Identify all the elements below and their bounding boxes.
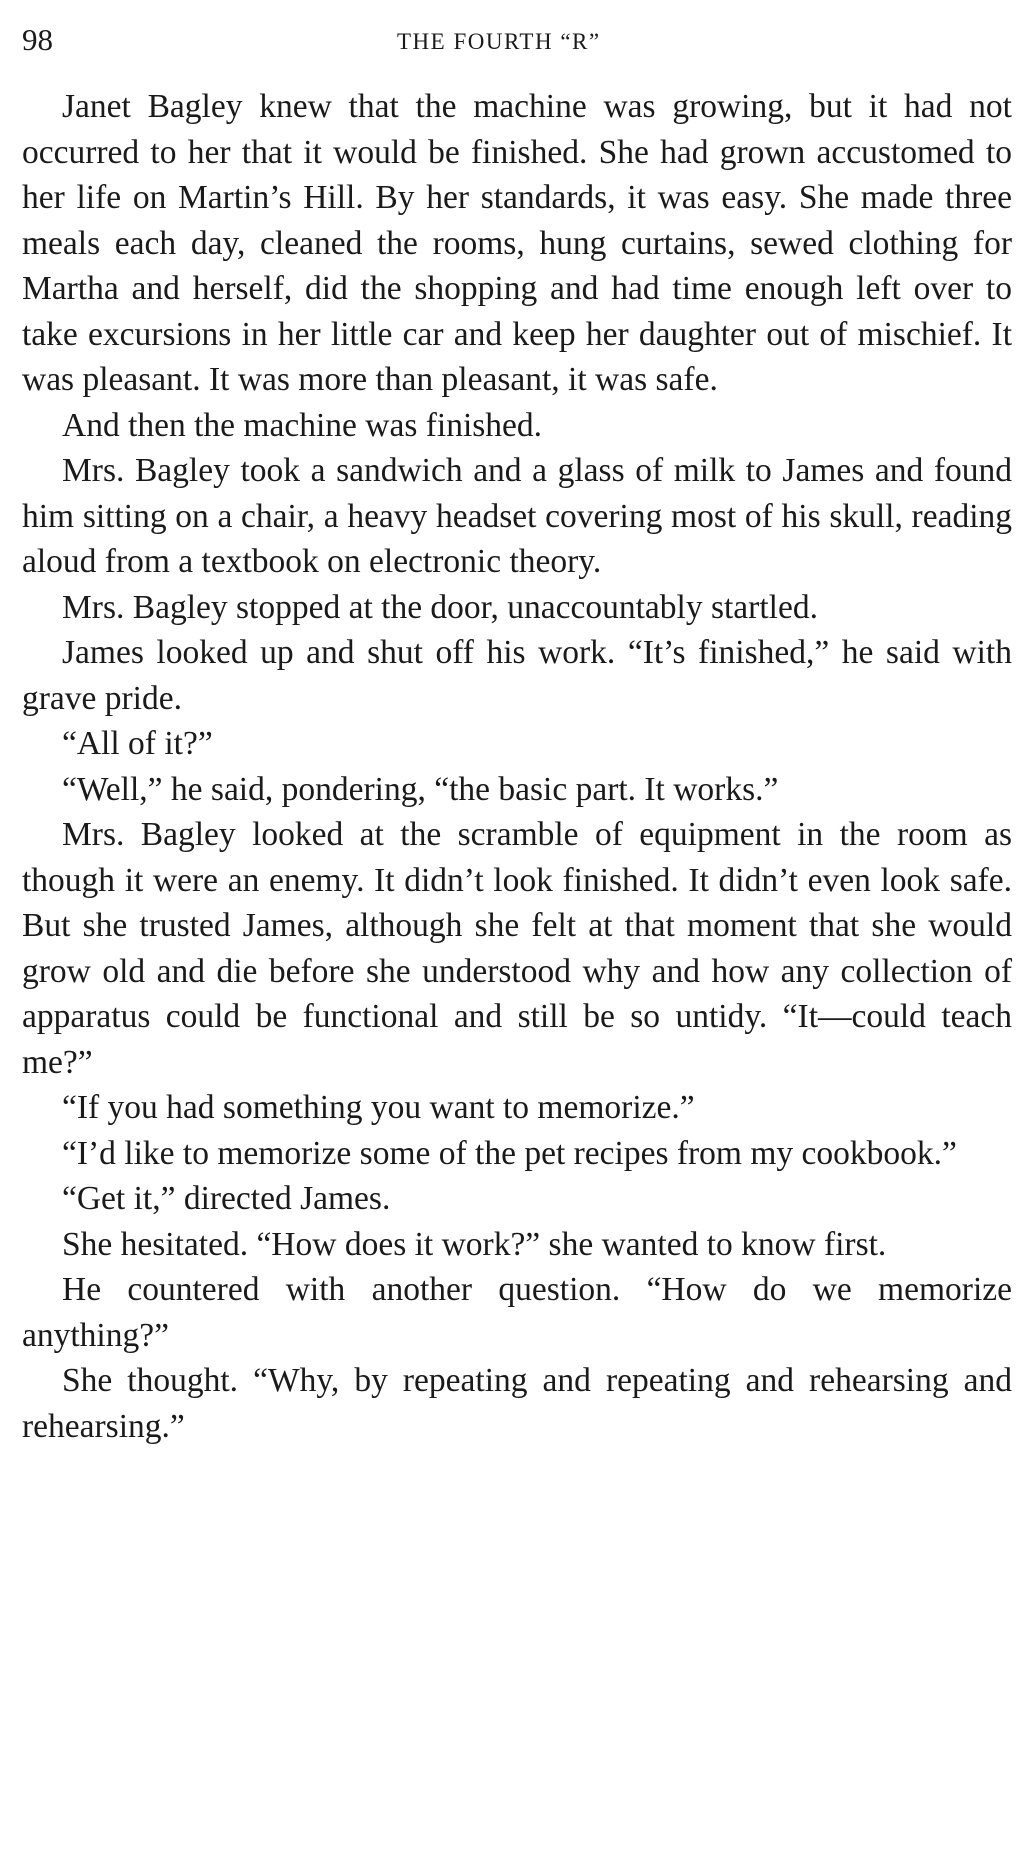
paragraph: Janet Bagley knew that the machine was growing, but it had not occurred to her that it would be finished. She had grown accustomed to her life on Martin’s Hill. By her standards, it was easy. She made three meals each day, cleaned the rooms, hung curtains, sewed clothing for Martha and herself, did the shopping and had time enough left over to take excursions in her little car and keep her daughter out of mischief. It was pleasant. It was more than pleasant, it was safe. [22,88,1012,398]
paragraph: Mrs. Bagley took a sandwich and a glass of milk to James and found him sitting on a chair, a heavy headset covering most of his skull, reading aloud from a textbook on electronic theory. [22,452,1012,580]
paragraph: “Get it,” directed James. [62,1180,391,1217]
paragraph: He countered with another question. “How do we memorize anything?” [22,1271,1012,1354]
running-head: THE FOURTH “R” [397,29,601,54]
paragraph: “All of it?” [62,725,213,762]
paragraph: She hesitated. “How does it work?” she wanted to know first. [62,1225,887,1263]
paragraph: She thought. “Why, by repeating and repeating and rehearsing and rehearsing.” [22,1362,1012,1445]
paragraph: “I’d like to memorize some of the pet recipes from my cookbook.” [62,1134,957,1172]
paragraph: “Well,” he said, pondering, “the basic part. It works.” [62,770,779,808]
paragraph: “If you had something you want to memorize.” [62,1089,695,1126]
paragraph: James looked up and shut off his work. “It’s finished,” he said with grave pride. [22,634,1012,717]
paragraph: Mrs. Bagley looked at the scramble of equipment in the room as though it were an enemy. It didn’t look finished. It didn’t even look safe. But she trusted James, although she felt at that moment that she would grow old and die before she understood why and how any collection of apparatus could be functional and still be so untidy. “It—could teach me?” [22,816,1012,1081]
body-text [22,84,1012,1449]
page-number: 98 [22,22,53,57]
paragraph: And then the machine was finished. [62,406,543,444]
page-header [22,20,1012,60]
paragraph: Mrs. Bagley stopped at the door, unaccountably startled. [62,588,818,626]
